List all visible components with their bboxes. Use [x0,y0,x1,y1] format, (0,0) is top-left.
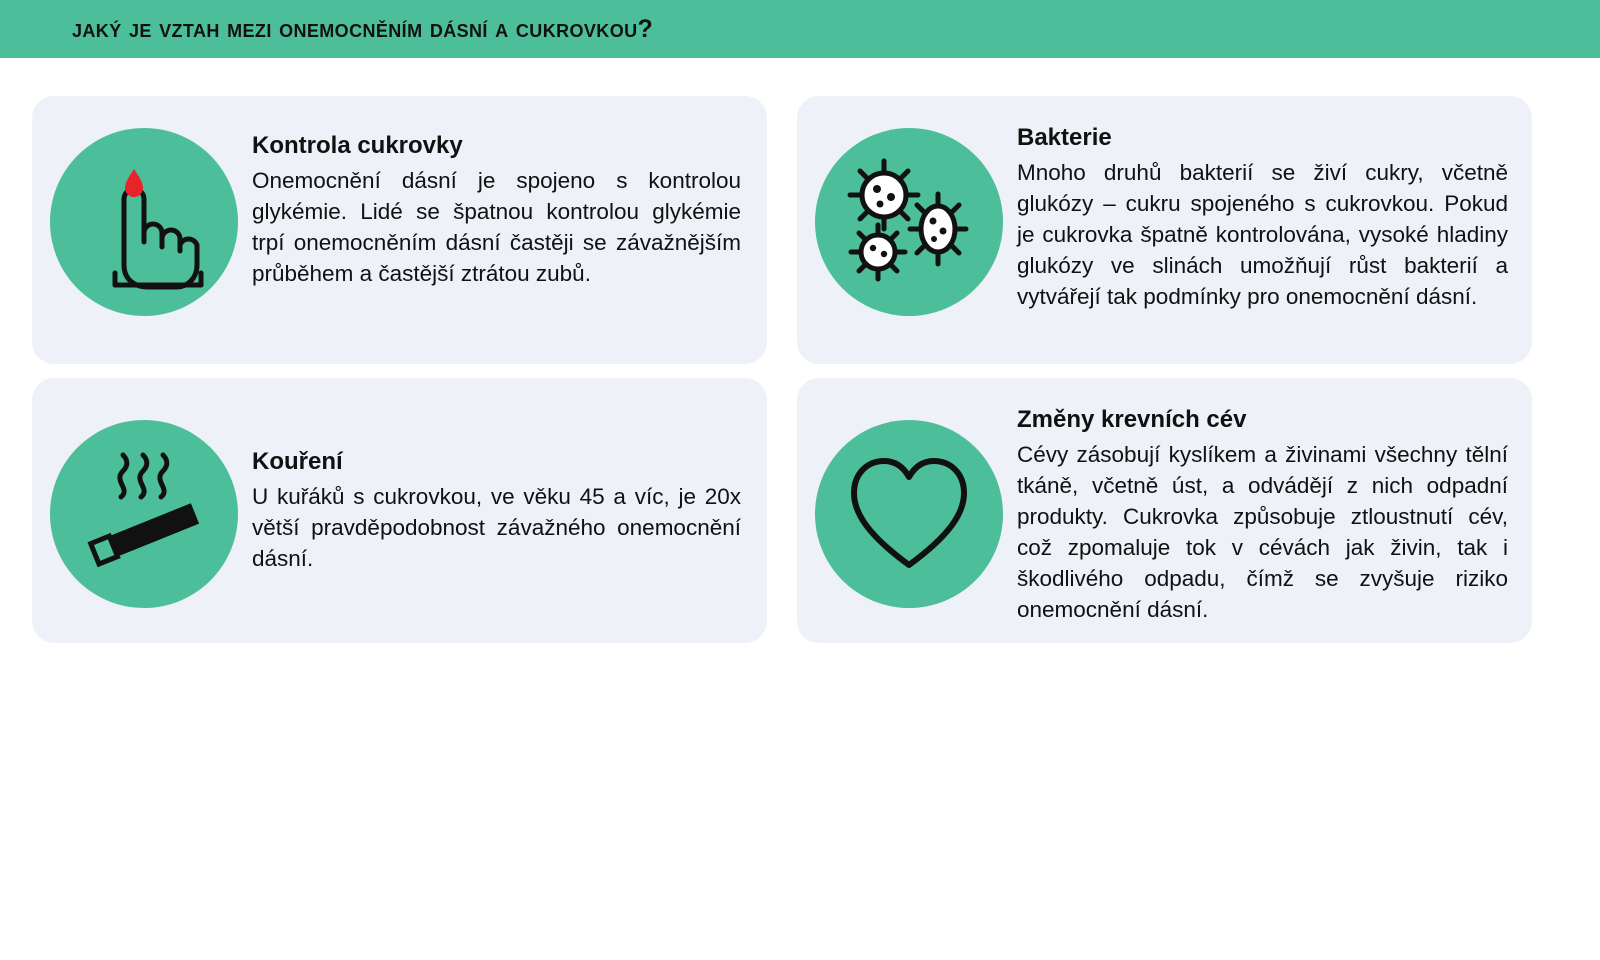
card-content [1017,396,1510,625]
info-card-bacteria [797,96,1532,364]
page-title: jaký je vztah mezi onemocněním dásní a cukrovkou? [72,14,654,43]
card-title: Kontrola cukrovky [252,132,463,159]
card-content [252,114,745,289]
info-card-blood-vessels [797,378,1532,643]
finger-blood-drop-icon [50,128,238,316]
card-body: Cévy zásobují kyslíkem a živinami všechny tělní tkáně, včetně úst, a odvádějí z nich odpadní produkty. Cukrovka způsobuje ztloustnutí cév, což zpomaluje tok v cévách jak živin, tak i škodlivého odpadu, čímž se zvyšuje riziko onemocnění dásní. [1017,441,1508,623]
info-card-smoking [32,378,767,643]
card-content [252,396,745,574]
card-title: Změny krevních cév [1017,406,1247,433]
bacteria-icon [815,128,1003,316]
header-bar [0,0,1600,58]
card-body: U kuřáků s cukrovkou, ve věku 45 a víc, je 20x větší pravděpodobnost závažného onemocnění dásní. [252,483,741,571]
cigarette-smoke-icon [50,420,238,608]
info-card-grid [32,96,1568,643]
card-body: Mnoho druhů bakterií se živí cukry, včetně glukózy – cukru spojeného s cukrovkou. Pokud je cukrovka špatně kontrolována, vysoké hladiny glukózy ve slinách umožňují růst bakterií a vytvářejí tak podmínky pro onemocnění dásní. [1017,159,1508,309]
card-title: Bakterie [1017,124,1112,151]
info-card-diabetes-control [32,96,767,364]
card-content [1017,114,1510,312]
card-title: Kouření [252,448,343,475]
card-body: Onemocnění dásní je spojeno s kontrolou glykémie. Lidé se špatnou kontrolou glykémie trpí onemocněním dásní častěji se závažnějším průběhem a častější ztrátou zubů. [252,167,741,286]
heart-icon [815,420,1003,608]
